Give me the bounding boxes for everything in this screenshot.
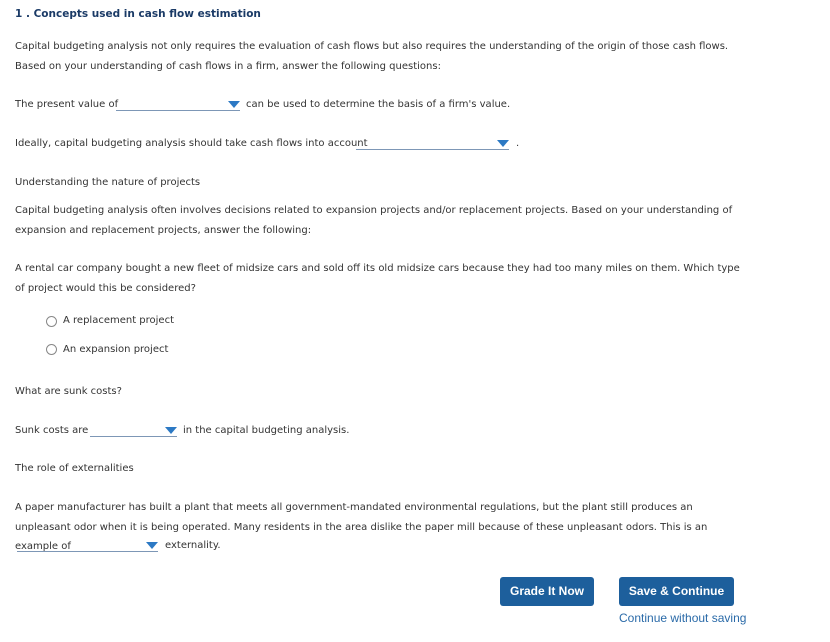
cash-flow-timing-dropdown[interactable]: [356, 135, 509, 150]
ext-suffix: externality.: [165, 540, 221, 551]
radio-expansion[interactable]: [46, 344, 57, 355]
present-value-dropdown[interactable]: [116, 96, 240, 111]
sunk-costs-dropdown[interactable]: [90, 422, 177, 437]
pv-suffix: can be used to determine the basis of a firm's value.: [246, 99, 511, 110]
externality-question: A paper manufacturer has built a plant that meets all government-mandated environmental regulations, but the plant still produces an unpleasant odor when it is being operated. Many residents in the area dislike the paper mill because of these unpleasant odors. This is an example of: [15, 502, 708, 552]
sunk-prefix: Sunk costs are: [15, 425, 89, 436]
rental-question: A rental car company bought a new fleet of midsize cars and sold off its old midsize cars because they had too many miles on them. Which type of project would this be considered?: [15, 263, 740, 294]
pv-prefix: The present value of: [15, 99, 119, 110]
ext-heading: The role of externalities: [15, 463, 134, 474]
externality-dropdown[interactable]: [17, 537, 158, 552]
save-continue-button[interactable]: Save & Continue: [619, 577, 734, 606]
intro-text: Capital budgeting analysis not only requires the evaluation of cash flows but also requires the understanding of the origin of those cash flows. Based on your understanding of cash flows in a firm, answer the following questions:: [15, 41, 729, 72]
ideal-prefix: Ideally, capital budgeting analysis should take cash flows into account: [15, 138, 368, 149]
radio-replacement[interactable]: [46, 316, 57, 327]
continue-without-saving-link[interactable]: Continue without saving: [619, 611, 747, 625]
chevron-down-icon: [146, 542, 158, 549]
chevron-down-icon: [228, 101, 240, 108]
nature-intro: Capital budgeting analysis often involves decisions related to expansion projects and/or replacement projects. Based on your understanding of expansion and replacement projects, answer the following:: [15, 205, 733, 236]
question-title: 1 . Concepts used in cash flow estimation: [15, 8, 261, 20]
option-replacement-label[interactable]: A replacement project: [63, 315, 175, 326]
chevron-down-icon: [497, 140, 509, 147]
nature-heading: Understanding the nature of projects: [15, 177, 201, 188]
sunk-suffix: in the capital budgeting analysis.: [183, 425, 350, 436]
sunk-heading: What are sunk costs?: [15, 386, 122, 397]
option-expansion-label[interactable]: An expansion project: [63, 344, 169, 355]
ideal-suffix: .: [516, 138, 520, 149]
grade-it-now-button[interactable]: Grade It Now: [500, 577, 594, 606]
chevron-down-icon: [165, 427, 177, 434]
